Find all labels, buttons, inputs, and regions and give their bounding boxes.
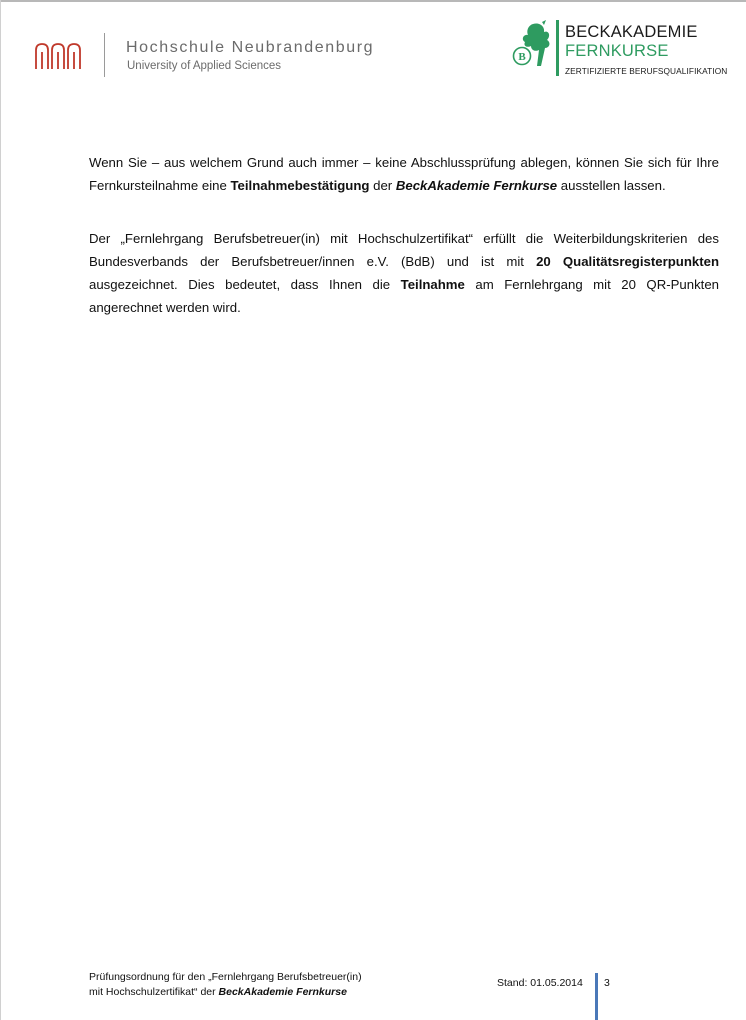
text-segment: ausstellen lassen. bbox=[557, 178, 666, 193]
beckakademie-subtitle: FERNKURSE bbox=[565, 42, 669, 60]
beckakademie-title: BECKAKADEMIE bbox=[565, 23, 698, 41]
text-segment: Wenn Sie – aus welchem Grund auch immer – keine Abschlussprüfung ablegen, können Sie sich für Ihre Fernkursteilnahme eine bbox=[89, 155, 719, 193]
footer-line-2-text: mit Hochschulzertifikat“ der bbox=[89, 986, 219, 998]
bold-term: Teilnahmebestätigung bbox=[230, 178, 370, 193]
hochschule-logo-icon bbox=[34, 42, 84, 70]
footer-document-title bbox=[89, 970, 362, 1000]
brand-name: BeckAkademie Fernkurse bbox=[395, 178, 558, 193]
text-segment: Der „Fernlehrgang Berufsbetreuer(in) mit Hochschulzertifikat“ erfüllt die Weiterbildungskriterien des Bundesverbands der Berufsbetreuer/innen e.V. (BdB) und ist mit bbox=[89, 231, 719, 269]
text-segment: ausgezeichnet. Dies bedeutet, dass Ihnen die bbox=[89, 277, 401, 292]
footer-line-2 bbox=[89, 985, 362, 1000]
footer-line-1: Prüfungsordnung für den „Fernlehrgang Berufsbetreuer(in) bbox=[89, 971, 362, 983]
bold-term: Teilnahme bbox=[400, 277, 465, 292]
footer-stand-date: Stand: 01.05.2014 bbox=[497, 977, 583, 989]
beckakademie-logo-bar bbox=[556, 20, 559, 76]
paragraph-quality-register-points bbox=[89, 227, 719, 319]
hochschule-subtitle: University of Applied Sciences bbox=[127, 60, 282, 72]
footer-divider-bar bbox=[595, 973, 598, 1020]
text-segment: der bbox=[369, 178, 396, 193]
bold-term: 20 Qualitätsregisterpunkten bbox=[536, 254, 719, 269]
hochschule-name: Hochschule Neubrandenburg bbox=[126, 39, 375, 56]
footer-brand-name: BeckAkademie Fernkurse bbox=[218, 986, 347, 998]
beckakademie-griffin-emblem-icon bbox=[511, 20, 555, 70]
page-left-border bbox=[0, 0, 1, 1020]
page-top-border bbox=[0, 0, 746, 2]
header-divider bbox=[104, 33, 105, 77]
paragraph-participation-confirmation bbox=[89, 151, 719, 197]
footer-page-number: 3 bbox=[604, 977, 610, 989]
emblem-letter: B bbox=[518, 51, 526, 63]
text-segment: am Fernlehrgang mit 20 QR-Punkten angerechnet werden wird. bbox=[89, 277, 720, 315]
beckakademie-tagline: ZERTIFIZIERTE BERUFSQUALIFIKATION bbox=[565, 66, 728, 76]
